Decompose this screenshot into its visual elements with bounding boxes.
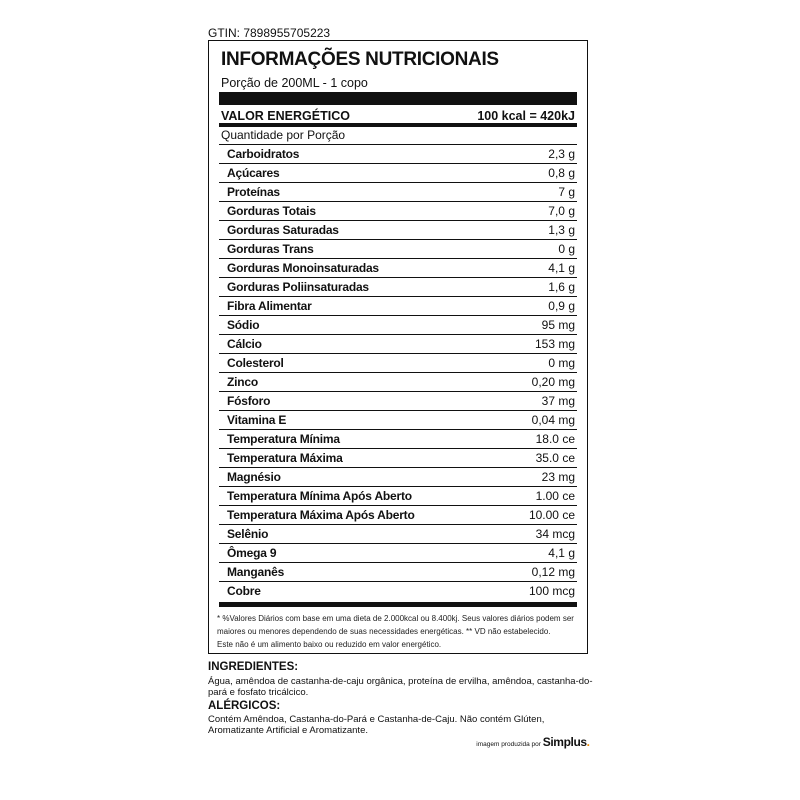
nutrient-name: Proteínas: [227, 185, 280, 199]
nutrient-row: [219, 411, 577, 430]
portion-size: Porção de 200ML - 1 copo: [221, 76, 368, 90]
nutrient-name: Fibra Alimentar: [227, 299, 312, 313]
simplus-logo: Simplus: [542, 735, 587, 749]
nutrient-value: 100 mcg: [528, 584, 575, 598]
nutrient-row: [219, 240, 577, 259]
nutrient-value: 7,0 g: [548, 204, 575, 218]
nutrient-name: Temperatura Máxima: [227, 451, 343, 465]
nutrient-value: 35.0 ce: [535, 451, 575, 465]
nutrient-value: 34 mcg: [535, 527, 575, 541]
nutrient-name: Carboidratos: [227, 147, 300, 161]
nutrient-value: 18.0 ce: [535, 432, 575, 446]
energy-value: 100 kcal = 420kJ: [477, 109, 575, 123]
allergens-text: Contém Amêndoa, Castanha-do-Pará e Castanha-de-Caju. Não contém Glúten, Aromatizante Artificial e Aromatizante.: [208, 714, 545, 736]
nutrient-value: 7 g: [558, 185, 575, 199]
nutrient-value: 2,3 g: [548, 147, 575, 161]
nutrient-value: 0,12 mg: [531, 565, 575, 579]
image-credit: [476, 735, 590, 749]
nutrient-name: Gorduras Trans: [227, 242, 314, 256]
nutrient-row: [219, 506, 577, 525]
nutrient-row: [219, 316, 577, 335]
quantity-header: Quantidade por Porção: [221, 128, 346, 142]
nutrient-value: 0,8 g: [548, 166, 575, 180]
nutrient-row: [219, 202, 577, 221]
nutrient-row: [219, 582, 577, 600]
nutrient-name: Cálcio: [227, 337, 262, 351]
nutrient-value: 0,20 mg: [531, 375, 575, 389]
nutrient-row: [219, 297, 577, 316]
nutrient-row: [219, 221, 577, 240]
daily-values-note: * %Valores Diários com base em uma dieta de 2.000kcal ou 8.400kj. Seus valores diários podem ser maiores ou menores dependendo de suas necessidades energéticas. ** VD não estabelecido.: [217, 614, 574, 636]
nutrient-name: Magnésio: [227, 470, 281, 484]
nutrient-row: [219, 278, 577, 297]
nutrient-value: 37 mg: [541, 394, 575, 408]
nutrient-row: [219, 145, 577, 164]
credit-prefix: imagem produzida por: [476, 741, 541, 748]
nutrient-row: [219, 354, 577, 373]
allergens-title: ALÉRGICOS:: [208, 700, 281, 712]
bottom-divider: [219, 602, 577, 607]
nutrient-name: Ômega 9: [227, 546, 277, 560]
footnote: [217, 612, 579, 651]
nutrient-name: Sódio: [227, 318, 260, 332]
nutrient-value: 1.00 ce: [535, 489, 575, 503]
nutrient-row: [219, 183, 577, 202]
nutrient-value: 10.00 ce: [528, 508, 575, 522]
nutrient-value: 1,3 g: [548, 223, 575, 237]
nutrient-row: [219, 468, 577, 487]
nutrient-value: 153 mg: [534, 337, 575, 351]
nutrient-row: [219, 164, 577, 183]
nutrient-name: Gorduras Saturadas: [227, 223, 339, 237]
nutrient-row: [219, 563, 577, 582]
nutrient-value: 95 mg: [541, 318, 575, 332]
nutrient-row: [219, 259, 577, 278]
nutrient-value: 0,9 g: [548, 299, 575, 313]
nutrient-table: [219, 144, 577, 600]
thick-divider: [219, 92, 577, 105]
gtin-code: GTIN: 7898955705223: [208, 26, 331, 40]
nutrient-row: [219, 525, 577, 544]
medium-divider: [219, 123, 577, 127]
nutrient-value: 1,6 g: [548, 280, 575, 294]
nutrient-value: 0,04 mg: [531, 413, 575, 427]
nutrient-name: Manganês: [227, 565, 285, 579]
nutrient-row: [219, 544, 577, 563]
nutrient-name: Gorduras Poliinsaturadas: [227, 280, 369, 294]
nutrient-row: [219, 430, 577, 449]
logo-dot: .: [586, 735, 590, 749]
nutrient-row: [219, 335, 577, 354]
nutrition-facts-panel: [208, 40, 588, 654]
nutrient-name: Colesterol: [227, 356, 284, 370]
nutrient-name: Açúcares: [227, 166, 280, 180]
nutrient-value: 23 mg: [541, 470, 575, 484]
nutrient-name: Temperatura Mínima Após Aberto: [227, 489, 412, 503]
nutrient-value: 4,1 g: [548, 546, 575, 560]
nutrient-row: [219, 373, 577, 392]
energy-note: Este não é um alimento baixo ou reduzido em valor energético.: [217, 640, 442, 649]
nutrient-name: Zinco: [227, 375, 258, 389]
nutrient-row: [219, 487, 577, 506]
nutrient-name: Selênio: [227, 527, 269, 541]
nutrient-row: [219, 392, 577, 411]
nutrient-name: Vitamina E: [227, 413, 287, 427]
nutrient-name: Fósforo: [227, 394, 271, 408]
ingredients-text: Água, amêndoa de castanha-de-caju orgânica, proteína de ervilha, amêndoa, castanha-do-pará e fosfato tricálcico.: [208, 676, 593, 698]
ingredients-title: INGREDIENTES:: [208, 661, 299, 673]
nutrient-name: Temperatura Máxima Após Aberto: [227, 508, 415, 522]
nutrient-value: 0 g: [558, 242, 575, 256]
nutrient-value: 0 mg: [548, 356, 575, 370]
energy-label: VALOR ENERGÉTICO: [221, 109, 350, 123]
nutrient-name: Gorduras Totais: [227, 204, 316, 218]
nutrient-name: Temperatura Mínima: [227, 432, 340, 446]
nutrient-name: Cobre: [227, 584, 261, 598]
panel-title: INFORMAÇÕES NUTRICIONAIS: [221, 49, 499, 70]
nutrient-row: [219, 449, 577, 468]
nutrient-name: Gorduras Monoinsaturadas: [227, 261, 379, 275]
nutrient-value: 4,1 g: [548, 261, 575, 275]
